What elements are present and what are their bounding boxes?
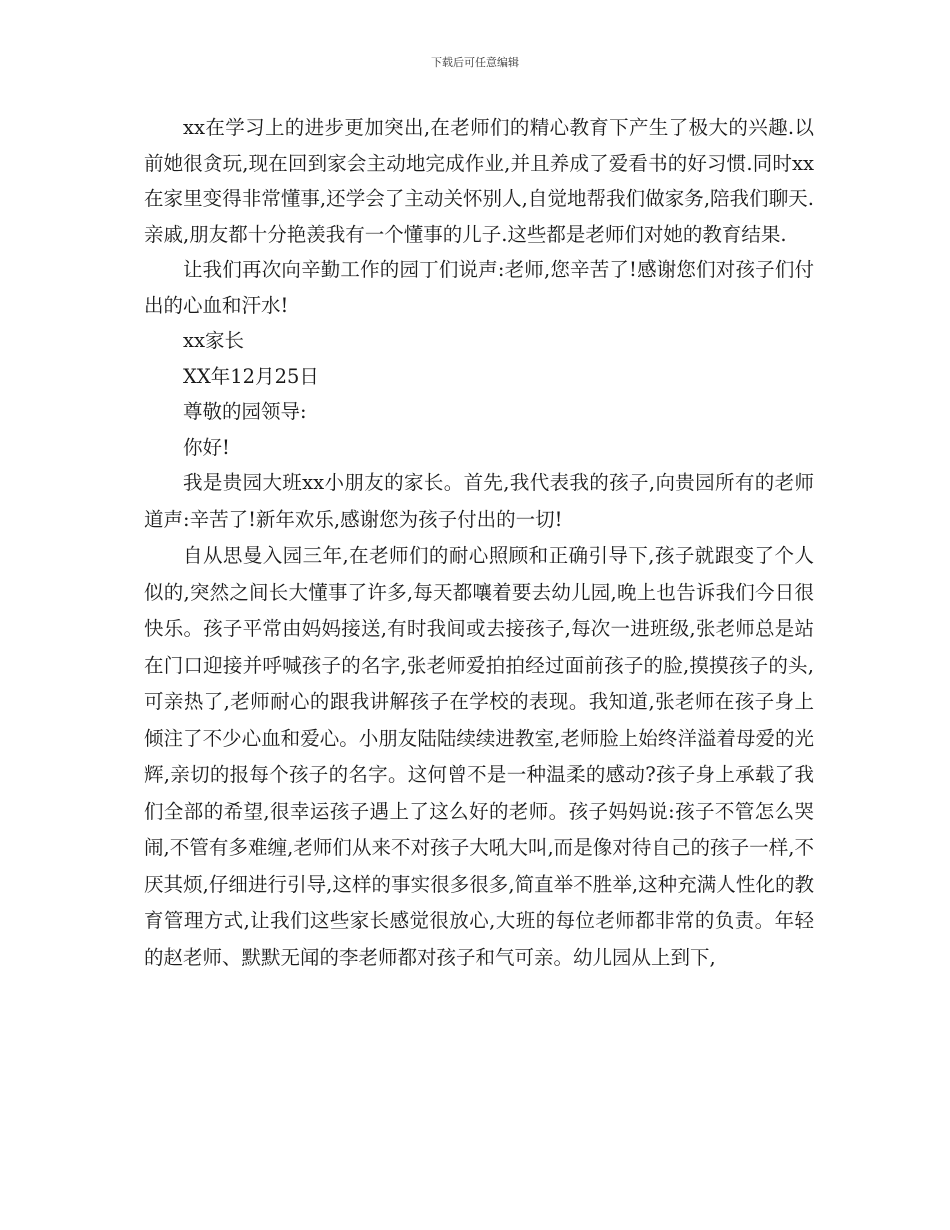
letter1-paragraph-2: 让我们再次向辛勤工作的园丁们说声:老师,您辛苦了!感谢您们对孩子们付出的心血和汗水!: [144, 258, 814, 317]
letter2-paragraph-1: 我是贵园大班xx小朋友的家长。首先,我代表我的孩子,向贵园所有的老师道声:辛苦了!新年欢乐,感谢您为孩子付出的一切!: [144, 471, 814, 531]
letter1-paragraph-1: xx在学习上的进步更加突出,在老师们的精心教育下产生了极大的兴趣.以前她很贪玩,现在回到家会主动地完成作业,并且养成了爱看书的好习惯.同时xx在家里变得非常懂事,还学会了主动关怀别人,自觉地帮我们做家务,陪我们聊天.亲戚,朋友都十分艳羡我有一个懂事的儿子.这些都是老师们对她的教育结果.: [144, 116, 814, 246]
letter2-salutation: 尊敬的园领导:: [183, 400, 307, 423]
document-body: [144, 110, 814, 976]
letter2-paragraph-2: 自从思曼入园三年,在老师们的耐心照顾和正确引导下,孩子就跟变了个人似的,突然之间长大懂事了许多,每天都嚷着要去幼儿园,晚上也告诉我们今日很快乐。孩子平常由妈妈接送,有时我间或去接孩子,每次一进班级,张老师总是站在门口迎接并呼喊孩子的名字,张老师爱拍拍经过面前孩子的脸,摸摸孩子的头,可亲热了,老师耐心的跟我讲解孩子在学校的表现。我知道,张老师在孩子身上倾注了不少心血和爱心。小朋友陆陆续续进教室,老师脸上始终洋溢着母爱的光辉,亲切的报每个孩子的名字。这何曾不是一种温柔的感动?孩子身上承载了我们全部的希望,很幸运孩子遇上了这么好的老师。孩子妈妈说:孩子不管怎么哭闹,不管有多难缠,老师们从来不对孩子大吼大叫,而是像对待自己的孩子一样,不厌其烦,仔细进行引导,这样的事实很多很多,简直举不胜举,这种充满人性化的教育管理方式,让我们这些家长感觉很放心,大班的每位老师都非常的负责。年轻的赵老师、默默无闻的李老师都对孩子和气可亲。幼儿园从上到下,: [144, 544, 814, 969]
letter1-signature: xx家长: [183, 329, 244, 352]
letter1-date: XX年12月25日: [183, 364, 319, 388]
letter2-greeting: 你好!: [183, 435, 230, 459]
header-note: 下载后可任意编辑: [431, 56, 519, 69]
